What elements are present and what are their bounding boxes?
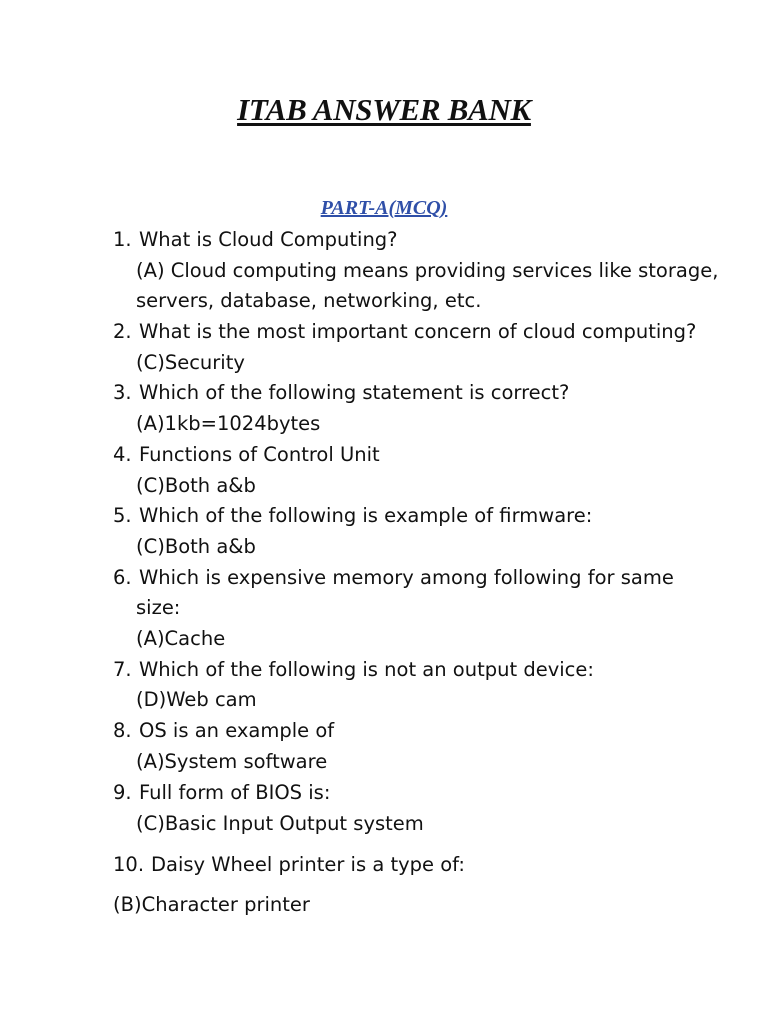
answer-1-continued: servers, database, networking, etc. xyxy=(136,289,482,312)
answer-6: (A)Cache xyxy=(136,627,226,650)
document-title: ITAB ANSWER BANK xyxy=(237,92,531,127)
question-text: What is the most important concern of cloud computing? xyxy=(139,320,697,343)
answer-2: (C)Security xyxy=(136,351,245,374)
question-5 xyxy=(113,503,592,529)
question-7 xyxy=(113,657,594,683)
answer-10: (B)Character printer xyxy=(113,893,310,916)
question-text: Which is expensive memory among following for same xyxy=(139,566,674,589)
question-number: 10. xyxy=(113,853,145,876)
answer-1: (A) Cloud computing means providing services like storage, xyxy=(136,259,719,282)
question-text: What is Cloud Computing? xyxy=(139,228,398,251)
question-6-continued: size: xyxy=(136,596,181,619)
question-6 xyxy=(113,565,674,591)
question-text: Functions of Control Unit xyxy=(139,443,380,466)
question-2 xyxy=(113,319,696,345)
section-heading: PART-A(MCQ) xyxy=(320,197,448,219)
question-number: 6. xyxy=(113,566,132,589)
question-number: 4. xyxy=(113,443,132,466)
question-number: 5. xyxy=(113,504,132,527)
question-text: Which of the following is not an output device: xyxy=(139,658,594,681)
question-text: Full form of BIOS is: xyxy=(139,781,331,804)
question-number: 8. xyxy=(113,719,132,742)
answer-5: (C)Both a&b xyxy=(136,535,256,558)
answer-7: (D)Web cam xyxy=(136,688,257,711)
question-3 xyxy=(113,380,569,406)
question-10 xyxy=(113,852,465,878)
question-text: Daisy Wheel printer is a type of: xyxy=(151,853,465,876)
question-text: Which of the following statement is correct? xyxy=(139,381,570,404)
question-number: 3. xyxy=(113,381,132,404)
question-text: Which of the following is example of firmware: xyxy=(139,504,593,527)
answer-4: (C)Both a&b xyxy=(136,474,256,497)
answer-3: (A)1kb=1024bytes xyxy=(136,412,321,435)
question-9 xyxy=(113,780,330,806)
question-text: OS is an example of xyxy=(139,719,335,742)
question-1 xyxy=(113,227,398,253)
answer-9: (C)Basic Input Output system xyxy=(136,812,424,835)
question-number: 7. xyxy=(113,658,132,681)
question-8 xyxy=(113,718,334,744)
answer-8: (A)System software xyxy=(136,750,328,773)
question-4 xyxy=(113,442,380,468)
question-number: 9. xyxy=(113,781,132,804)
question-number: 2. xyxy=(113,320,132,343)
question-number: 1. xyxy=(113,228,132,251)
